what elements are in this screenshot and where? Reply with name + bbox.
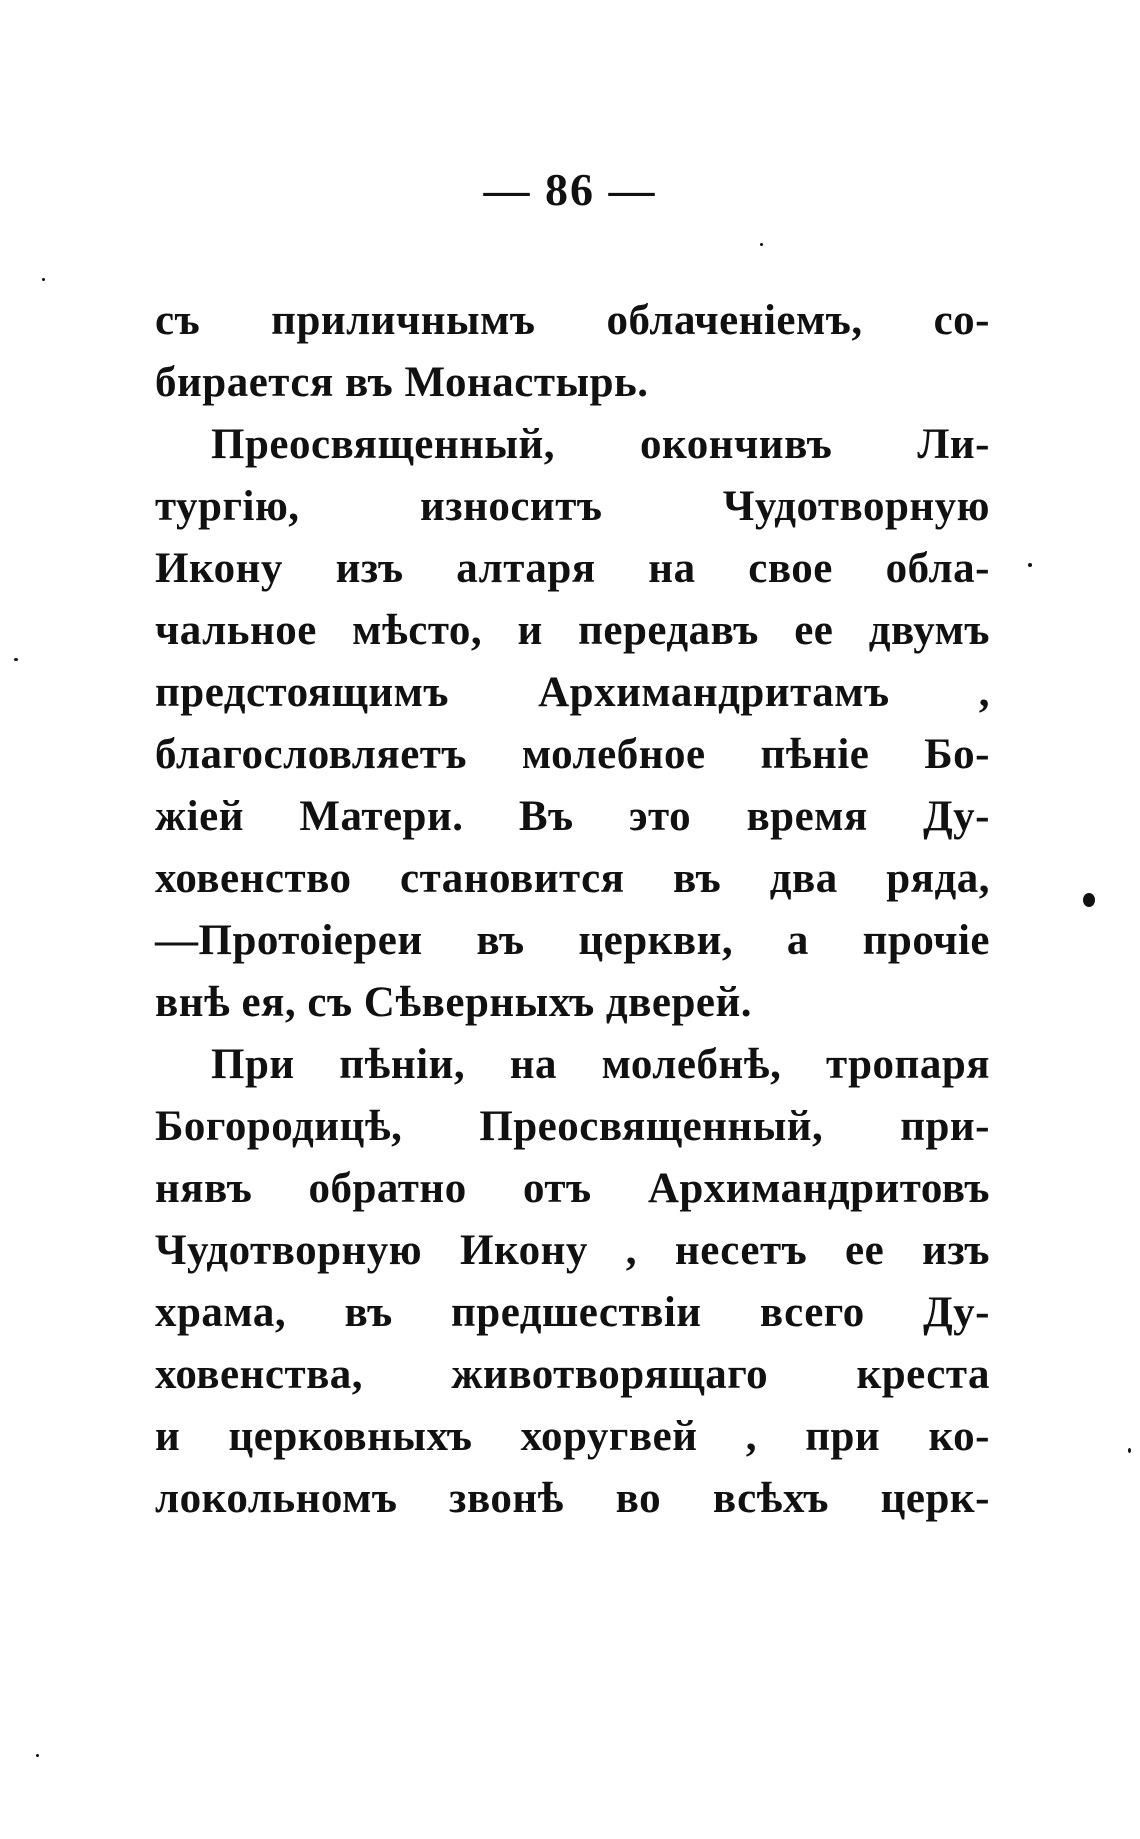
scan-speck <box>1028 563 1032 567</box>
scan-speck <box>14 658 18 661</box>
text-line: —Протоіереи въ церкви, а прочіе <box>155 917 990 964</box>
scan-speck <box>760 243 763 246</box>
scan-speck <box>1128 1448 1131 1453</box>
text-line: бирается въ Монастырь. <box>155 359 649 406</box>
body-text <box>155 290 990 1530</box>
text-line: Икону изъ алтаря на свое обла- <box>155 545 990 592</box>
text-line: жіей Матери. Въ это время Ду- <box>155 793 990 840</box>
text-line: ховенство становится въ два ряда, <box>155 855 990 902</box>
text-line: предстоящимъ Архимандритамъ , <box>155 669 990 716</box>
text-line: чальное мѣсто, и передавъ ее двумъ <box>155 607 990 654</box>
scan-speck <box>1083 893 1095 907</box>
text-line: тургію, износитъ Чудотворную <box>155 483 990 530</box>
text-line: съ приличнымъ облаченіемъ, со- <box>155 297 990 344</box>
text-line: внѣ ея, съ Сѣверныхъ дверей. <box>155 979 752 1026</box>
text-line: благословляетъ молебное пѣніе Бо- <box>155 731 990 778</box>
text-line: Чудотворную Икону , несетъ ее изъ <box>155 1227 990 1274</box>
scan-speck <box>42 278 45 281</box>
page-number: — 86 — <box>483 164 657 215</box>
scan-speck <box>36 1754 39 1757</box>
text-line: и церковныхъ хоругвей , при ко- <box>155 1413 990 1460</box>
text-line: Преосвященный, окончивъ Ли- <box>211 421 990 468</box>
text-line: Богородицѣ, Преосвященный, при- <box>155 1103 990 1150</box>
text-line: При пѣніи, на молебнѣ, тропаря <box>211 1041 990 1088</box>
text-line: локольномъ звонѣ во всѣхъ церк- <box>155 1475 990 1522</box>
text-line: нявъ обратно отъ Архимандритовъ <box>155 1165 990 1212</box>
text-line: храма, въ предшествіи всего Ду- <box>155 1289 990 1336</box>
text-line: ховенства, животворящаго креста <box>155 1351 990 1398</box>
